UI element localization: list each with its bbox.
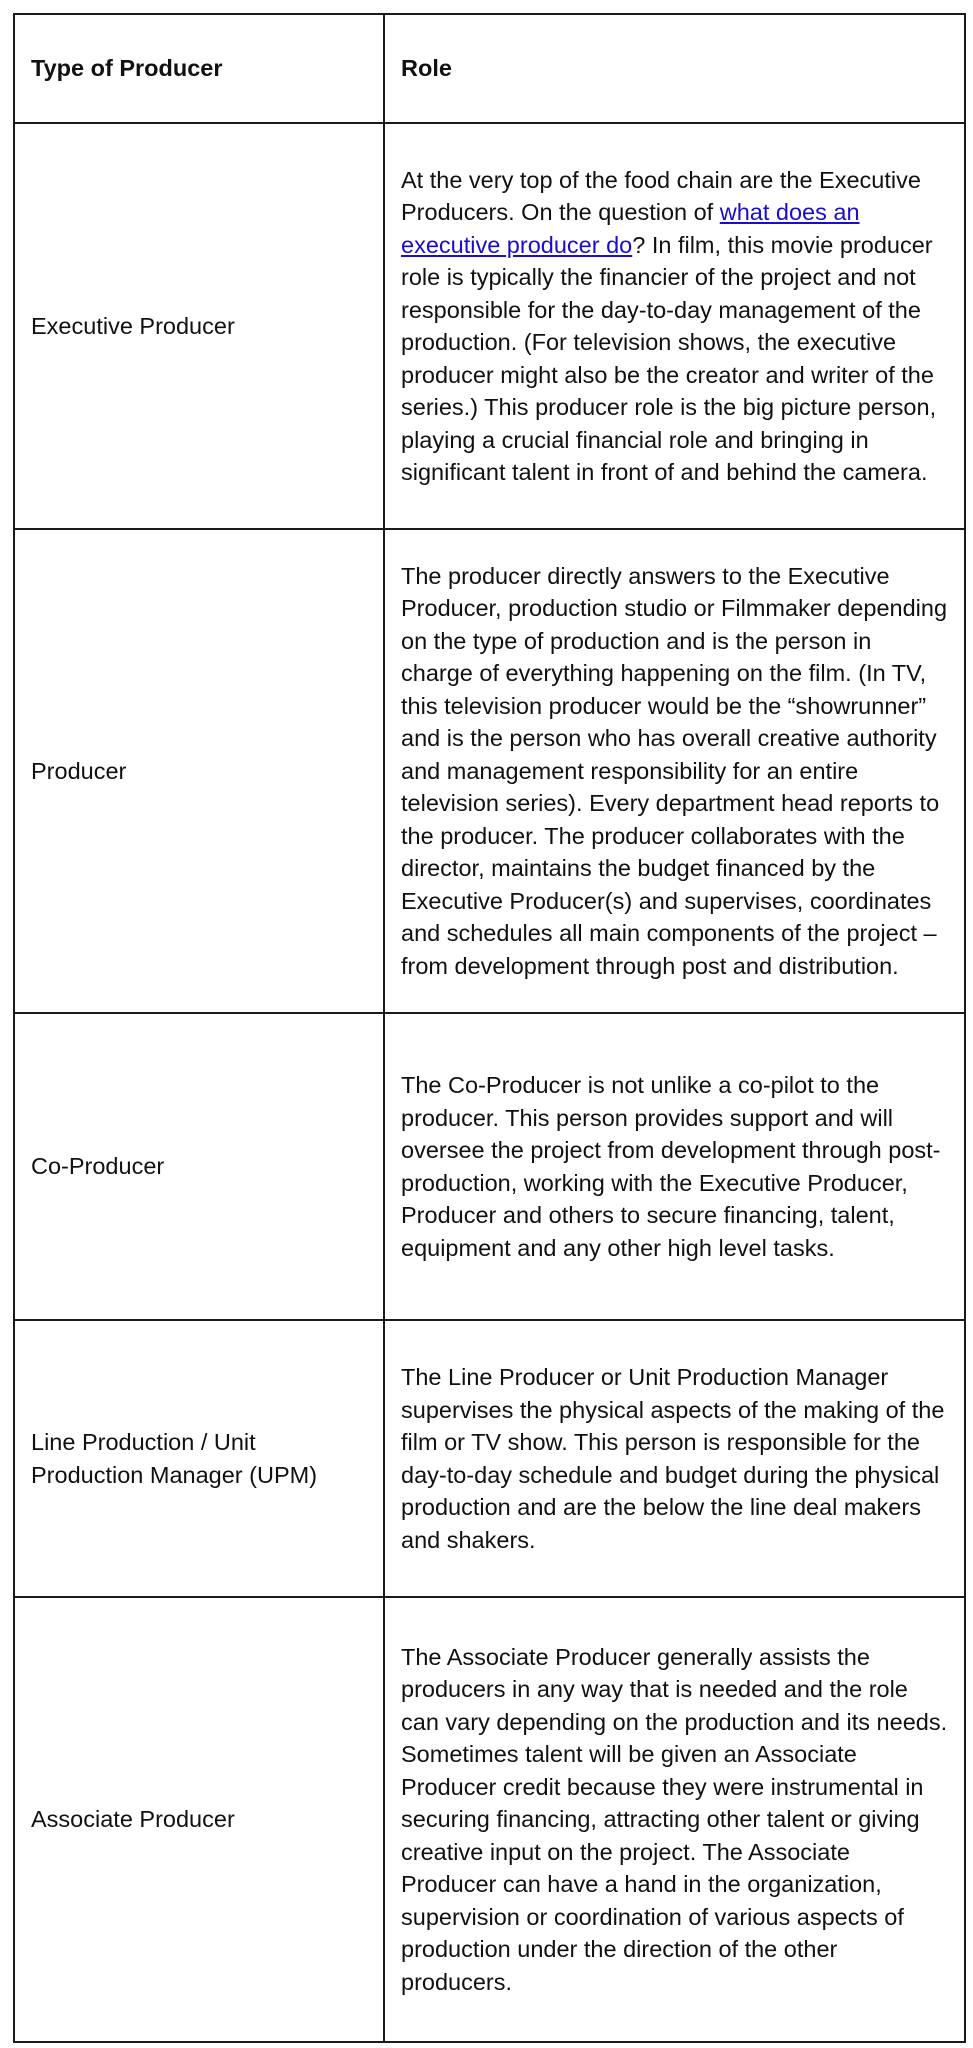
header-type-of-producer: Type of Producer: [14, 14, 384, 123]
producer-role-cell: The Associate Producer generally assists the producers in any way that is needed and the role can vary depending on the production and its needs. Sometimes talent will be given an Associate Producer credit because they were instrumental in securing financing, attracting other talent or giving creative input on the project. The Associate Producer can have a hand in the organization, supervision or coordination of various aspects of production under the direction of the other producers.: [384, 1597, 965, 2042]
table-row: [14, 529, 965, 1013]
producer-role-cell: The Line Producer or Unit Production Manager supervises the physical aspects of the making of the film or TV show. This person is responsible for the day-to-day schedule and budget during the physical production and are the below the line deal makers and shakers.: [384, 1320, 965, 1597]
table-header-row: [14, 14, 965, 123]
producer-type-cell: Producer: [14, 529, 384, 1013]
producer-type-cell: Associate Producer: [14, 1597, 384, 2042]
producer-type-cell: Co-Producer: [14, 1013, 384, 1320]
role-text-before-link: At the very top of the food chain are the Executive Producers. On the question of: [401, 166, 921, 225]
role-text-after-link: ? In film, this movie producer role is typically the financier of the project and not responsible for the day-to-day management of the production. (For television shows, the executive producer might also be the creator and writer of the series.) This producer role is the big picture person, playing a crucial financial role and bringing in significant talent in front of and behind the camera.: [401, 231, 937, 485]
table-row: [14, 1597, 965, 2042]
table-row: [14, 1013, 965, 1320]
producer-role-cell: The Co-Producer is not unlike a co-pilot to the producer. This person provides support and will oversee the project from development through post-production, working with the Executive Producer, Producer and others to secure financing, talent, equipment and any other high level tasks.: [384, 1013, 965, 1320]
producer-role-cell: [384, 123, 965, 529]
producer-types-table: [13, 13, 966, 2043]
producer-types-table-container: [13, 13, 964, 2043]
producer-role-cell: The producer directly answers to the Executive Producer, production studio or Filmmaker depending on the type of production and is the person in charge of everything happening on the film. (In TV, this television producer would be the “showrunner” and is the person who has overall creative authority and management responsibility for an entire television series). Every department head reports to the producer. The producer collaborates with the director, maintains the budget financed by the Executive Producer(s) and supervises, coordinates and schedules all main components of the project – from development through post and distribution.: [384, 529, 965, 1013]
table-row: [14, 1320, 965, 1597]
table-row: [14, 123, 965, 529]
producer-type-cell: Executive Producer: [14, 123, 384, 529]
executive-producer-link[interactable]: what does an executive producer do: [401, 199, 860, 258]
producer-type-cell: Line Production / Unit Production Manager (UPM): [14, 1320, 384, 1597]
header-role: Role: [384, 14, 965, 123]
